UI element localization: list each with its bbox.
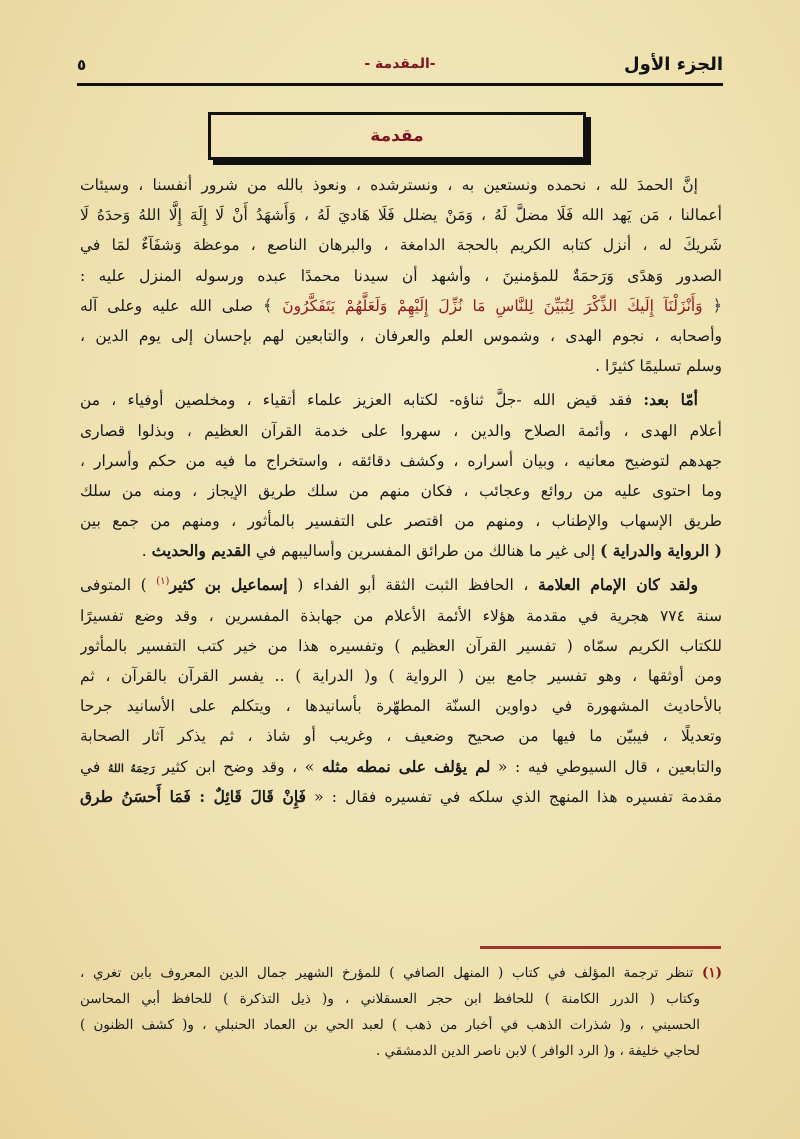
text-span: للكتاب الكريم سمّاه ( تفسير القرآن العظيم ) وتفسيره هذا من خير كتب التفسير بالمأثور (80, 636, 722, 655)
text-span: صلى الله عليه وعلى آله (80, 296, 253, 315)
text-line (80, 261, 722, 291)
text-line (80, 476, 722, 506)
text-line (80, 631, 722, 661)
footnote-line (80, 1038, 722, 1064)
ornate-bracket-close-icon: ﴾ (262, 295, 273, 315)
text-line (80, 570, 722, 600)
text-span: في (80, 757, 101, 776)
text-span: ) المتوفى (80, 576, 147, 595)
text-line (80, 752, 722, 782)
ornate-bracket-open-icon: ﴿ (712, 295, 722, 315)
lead-phrase: أمّا بعد: (643, 390, 698, 410)
text-line (80, 230, 722, 260)
text-span: أعمالنا ، مَن يَهد الله فَلَا مضلَّ لَهُ ، وَمَنْ يضلل فَلَا هَاديَ لَهُ ، وَأَشهَدُ أَنْ لَا إِلَهَ إِلَّا اللهُ وَحدَهُ لَا (80, 206, 722, 225)
text-span: بالأحاديث المشهورة في دواوين السنّة المطهّرة بأسانيدها ، ويتكلم على الأسانيد جرحا (80, 697, 722, 716)
text-span: لحاجي خليفة ، و( الرد الوافر ) لابن ناصر الدين الدمشقي . (375, 1043, 700, 1059)
text-line (80, 446, 722, 476)
footnotes (80, 960, 722, 1064)
section-label: -المقدمة - (364, 56, 436, 72)
text-line (80, 601, 722, 631)
text-span: جهدهم لتوضيح معانيه ، وبيان أسراره ، وكشف دقائقه ، واستخراج ما فيه من حكم وأسرار ، (80, 451, 722, 470)
text-span: . (141, 542, 147, 561)
running-header (77, 54, 723, 84)
text-span: الحسيني ، و( شذرات الذهب في أخبار من ذهب ) لعبد الحي بن العماد الحنبلي ، و( كشف الظنون ) (80, 1017, 700, 1033)
text-span: فقد قيض الله -جلَّ ثناؤه- لكتابه العزيز علماء أتقياء ، ومخلصين أوفياء ، من (80, 391, 633, 410)
text-span: ، الحافظ الثبت الثقة أبو الفداء ( (297, 576, 529, 595)
bold-phrase: ولقد كان الإمام العلامة (537, 575, 698, 595)
text-span: ومن أوثقها ، وهو تفسير جامع بين ( الرواية ) و( الدراية ) .. يفسر القرآن بالقرآن ، ثم (80, 667, 722, 685)
footnote-line (80, 986, 722, 1012)
text-span: شَريكَ له ، أنزل كتابه الكريم بالحجة الدامغة ، والبرهان الناصع ، موعظة وَشفَآءٌ لمَا في (80, 236, 722, 255)
text-span: وأصحابه ، نجوم الهدى ، وشموس العلم والعرفان ، والتابعين لهم بإحسان إلى يوم الدين ، (80, 326, 722, 345)
text-line (80, 661, 722, 691)
volume-label: الجزء الأول (624, 54, 723, 75)
footnote-marker: (١) (701, 965, 722, 981)
text-line (80, 321, 722, 351)
text-line (80, 385, 722, 415)
text-span: تنظر ترجمة المؤلف في كتاب ( المنهل الصافي ) للمؤرخ الشهير جمال الدين المعروف بابن تغري ، (80, 965, 694, 981)
text-line (80, 416, 722, 446)
footnote-line (80, 960, 722, 986)
honorific-ligature-icon: رَحِمَهُ اللهُ (107, 761, 155, 775)
chapter-title-box (208, 112, 586, 160)
text-line (80, 170, 722, 200)
header-divider (77, 83, 723, 86)
text-span: وتعديلًا ، فيبيّن ما فيها من صحيح وضعيف ، وغريب أو شاذ ، ثم يذكر آثار الصحابة (80, 727, 722, 746)
footnote-line (80, 1012, 722, 1038)
text-span: طريق الإسهاب والإطناب ، ومنهم من اقتصر على التفسير بالمأثور ، ومنهم من جمع بين (80, 512, 722, 531)
text-span: » ، وقد وضح ابن كثير (162, 757, 315, 776)
bold-quote: لم يؤلف على نمطه مثله (321, 756, 491, 776)
text-span: وكتاب ( الدرر الكامنة ) للحافظ ابن حجر العسقلاني ، و( ذيل التذكرة ) للحافظ أبي المحاسن (80, 991, 700, 1007)
bold-quote: فَإِنْ قَالَ قَائِلٌ : فَمَا أَحسَنُ طرق (80, 786, 306, 806)
text-span: إنَّ الحمدَ لله ، نحمده ونستعين به ، ونسترشده ، ونعوذ بالله من شرور أنفسنا ، وسيئات (80, 176, 698, 194)
text-span: إلى غير ما هنالك من طرائق المفسرين وأساليبهم في (255, 542, 596, 561)
footnote-divider (480, 946, 721, 949)
chapter-title: مقدمة (370, 126, 424, 146)
bold-phrase: القديم والحديث (151, 541, 251, 561)
text-span: والتابعين ، قال السيوطي فيه : « (497, 757, 722, 776)
quran-verse-line (80, 291, 722, 321)
page-number: ٥ (77, 56, 87, 74)
text-line (80, 691, 722, 721)
text-line (80, 351, 722, 381)
text-span: مقدمة تفسيره هذا المنهج الذي سلكه في تفسيره فقال : « (314, 787, 722, 806)
text-span: الصدور وَهدًى وَرَحمَةٌ للمؤمنينَ ، وأشهد أن سيدنا محمدًا عبده ورسوله المنزل عليه : (80, 266, 722, 285)
bold-phrase: ( الرواية والدراية ) (600, 541, 722, 561)
text-span: سنة ٧٧٤ هجرية في مقدمة هؤلاء الأئمة الأعلام من جهابذة المفسرين ، وقد وضع تفسيرًا (80, 606, 722, 625)
text-line (80, 782, 722, 812)
text-line (80, 506, 722, 536)
footnote-reference[interactable]: (١) (156, 576, 170, 588)
bold-phrase: إسماعيل بن كثير (169, 575, 288, 595)
text-span: وما احتوى عليه من روائع وعجائب ، فكان منهم من سلك طريق الإيجاز ، ومنه من سلك (80, 481, 722, 500)
text-span: وسلم تسليمًا كثيرًا . (595, 357, 722, 376)
main-text (80, 170, 722, 812)
text-span: أعلام الهدى ، وأئمة الصلاح والدين ، سهروا على خدمة القرآن العظيم ، وبذلوا قصارى (80, 421, 722, 440)
text-line (80, 200, 722, 230)
quran-verse: وَأَنْزَلْنَآ إِلَيكَ الذِّكْرَ لِتُبَيِّنَ لِلنَّاسِ مَا نُزِّلَ إِلَيْهِمْ وَلَعَلَّهُمْ يَتَفَكَّرُونَ (282, 296, 703, 315)
text-line (80, 721, 722, 751)
text-line (80, 536, 722, 566)
